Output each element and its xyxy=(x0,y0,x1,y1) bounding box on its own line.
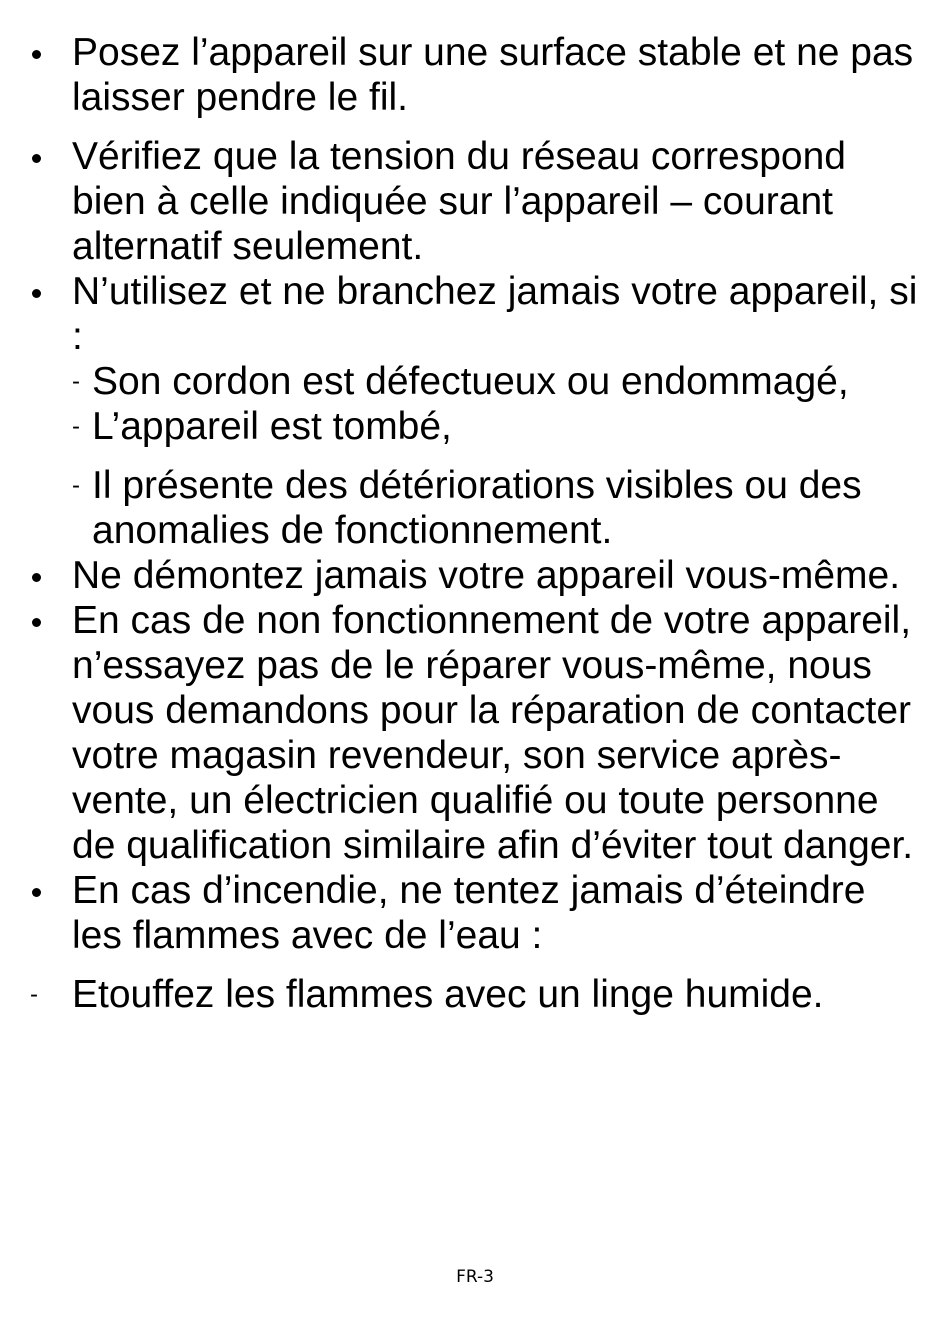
bullet-icon xyxy=(32,573,41,582)
sub-list-item-text: Son cordon est défectueux ou endommagé, xyxy=(92,360,849,403)
bullet-icon xyxy=(32,154,41,163)
list-item xyxy=(0,269,950,359)
bullet-icon xyxy=(32,618,41,627)
list-item xyxy=(0,868,950,958)
list-item xyxy=(0,553,950,598)
sub-list-item-text: L’appareil est tombé, xyxy=(92,405,452,448)
dash-marker: - xyxy=(72,413,80,440)
list-item xyxy=(0,598,950,868)
sub-list-item xyxy=(0,463,950,553)
dash-marker: - xyxy=(72,472,80,499)
list-item-text: En cas d’incendie, ne tentez jamais d’éteindre les flammes avec de l’eau : xyxy=(72,869,866,957)
bullet-icon xyxy=(32,289,41,298)
sub-list-item-text: Il présente des détériorations visibles ou des anomalies de fonctionnement. xyxy=(92,464,862,552)
sub-list-item-text: Etouffez les flammes avec un linge humide. xyxy=(72,973,824,1016)
bullet-icon xyxy=(32,888,41,897)
sub-list-item xyxy=(0,359,950,404)
instructions-list xyxy=(0,30,950,1017)
list-item-text: En cas de non fonctionnement de votre appareil, n’essayez pas de le réparer vous-même, nous vous demandons pour la réparation de contacter votre magasin revendeur, son service après- vente, un électricien qualifié ou toute personne de qualification similaire afin d’éviter tout danger. xyxy=(72,599,914,867)
sub-list-item xyxy=(0,404,950,449)
page-number: FR-3 xyxy=(456,1267,494,1287)
list-item xyxy=(0,30,950,120)
dash-marker: - xyxy=(30,981,38,1008)
list-item-text: N’utilisez et ne branchez jamais votre appareil, si : xyxy=(72,270,918,358)
list-item-text: Vérifiez que la tension du réseau correspond bien à celle indiquée sur l’appareil – courant alternatif seulement. xyxy=(72,135,846,268)
sub-list-item xyxy=(0,972,950,1017)
list-item xyxy=(0,134,950,269)
list-item-text: Ne démontez jamais votre appareil vous-même. xyxy=(72,554,901,597)
dash-marker: - xyxy=(72,368,80,395)
list-item-text: Posez l’appareil sur une surface stable et ne pas laisser pendre le fil. xyxy=(72,31,914,119)
bullet-icon xyxy=(32,50,41,59)
